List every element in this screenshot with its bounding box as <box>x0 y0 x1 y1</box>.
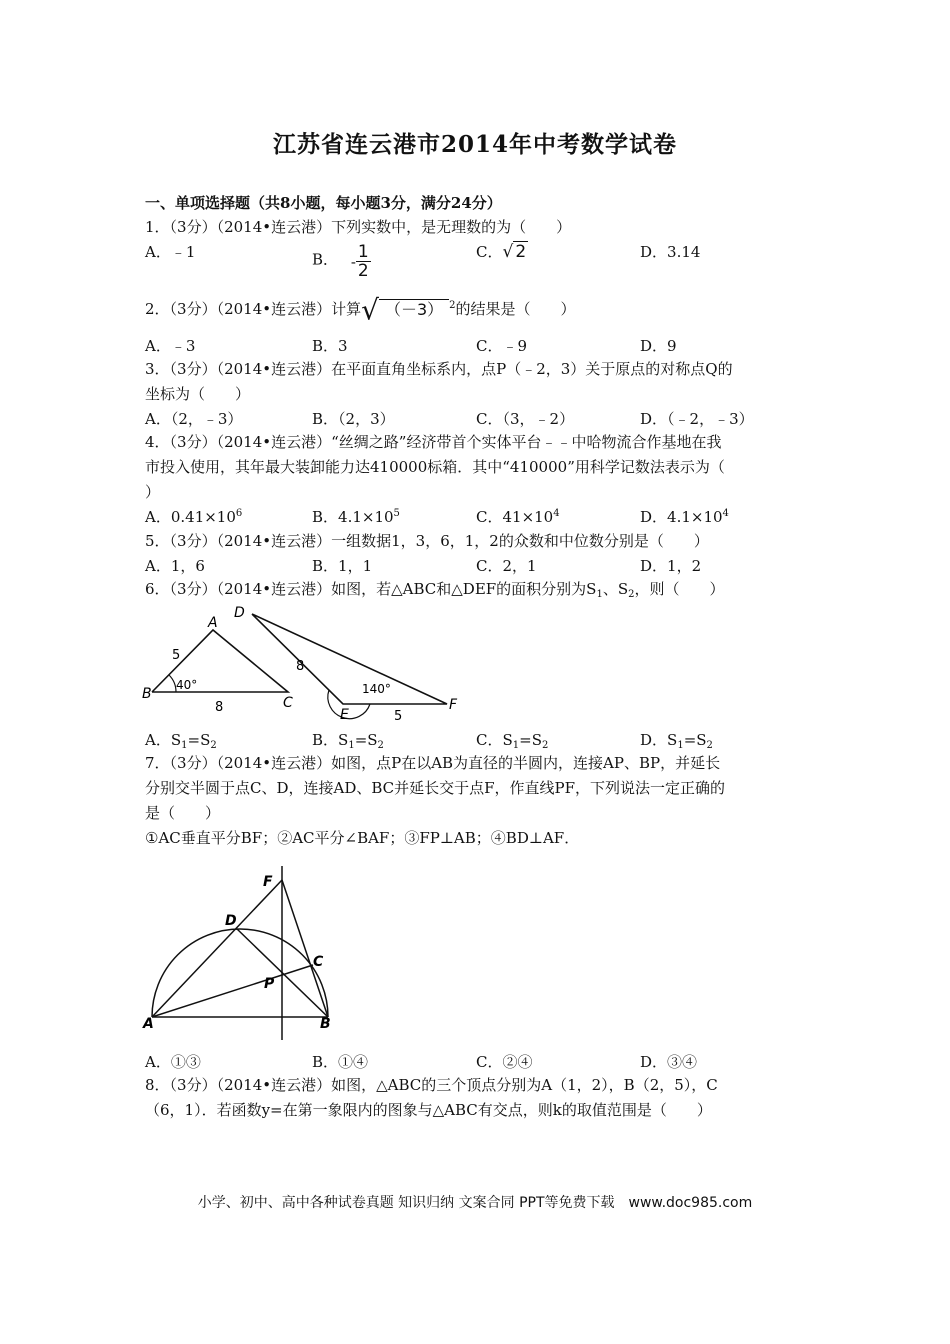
q5-option-d: D．1，2 <box>640 557 702 575</box>
q2-option-c: C．﹣9 <box>476 337 528 355</box>
q7-figure <box>140 862 350 1044</box>
q1-stem: 1．（3分）（2014•连云港）下列实数中，是无理数的为（ ） <box>145 218 572 236</box>
section-heading: 一、单项选择题（共8小题，每小题3分，满分24分） <box>145 194 502 212</box>
q8-line-2: （6，1）．若函数y=在第一象限内的图象与△ABC有交点，则k的取值范围是（ ） <box>145 1101 712 1119</box>
q6-option-a <box>145 729 217 751</box>
q1-option-d: D．3.14 <box>640 243 701 261</box>
label-c: C <box>313 954 324 970</box>
q4-option-b-base: B．4.1×10 <box>312 508 394 526</box>
label-f: F <box>449 697 458 713</box>
q6-option-a-lhs: S <box>170 731 182 749</box>
q3-line-2: 坐标为（ ） <box>145 385 251 403</box>
q4-option-d-exp: 4 <box>722 508 729 519</box>
q1-fraction-numerator: 1 <box>357 242 369 262</box>
q6-option-b-sub1: 1 <box>348 740 355 751</box>
q3-line-1: 3．（3分）（2014•连云港）在平面直角坐标系内，点P（﹣2，3）关于原点的对称点Q的 <box>145 360 733 378</box>
q2-option-d: D．9 <box>640 337 677 355</box>
label-f: F <box>263 874 273 890</box>
q6-option-d <box>640 729 713 751</box>
q4-option-c-exp: 4 <box>553 508 560 519</box>
line-bf <box>282 880 328 1017</box>
q7-line-1: 7．（3分）（2014•连云港）如图，点P在以AB为直径的半圆内，连接AP、BP，并延长 <box>145 754 721 772</box>
q5-option-b: B．1，1 <box>312 557 373 575</box>
angle-b-arc <box>169 675 176 692</box>
q6-option-c <box>476 729 548 751</box>
q7-option-b: B．①④ <box>312 1053 369 1071</box>
q2-exponent: 2 <box>449 300 456 311</box>
label-angle-e: 140° <box>362 682 391 696</box>
q2-stem-post: 的结果是（ ） <box>455 300 576 318</box>
label-a: A <box>208 615 218 631</box>
q1-option-b-fraction <box>356 243 371 280</box>
label-c: C <box>283 695 293 711</box>
q7-option-d: D．③④ <box>640 1053 698 1071</box>
q7-option-c: C．②④ <box>476 1053 533 1071</box>
q6-s2-sub: 2 <box>628 589 635 600</box>
label-b: B <box>320 1016 331 1032</box>
label-de-length: 8 <box>296 659 305 674</box>
q1-option-c-label: C． <box>476 243 503 261</box>
q6-option-a-sub1: 1 <box>181 740 188 751</box>
q6-stem-post: ，则（ ） <box>634 580 725 598</box>
label-e: E <box>340 707 349 723</box>
q7-line-4: ①AC垂直平分BF；②AC平分∠BAF；③FP⊥AB；④BD⊥AF． <box>145 829 580 847</box>
q6-option-b-label: B． <box>312 731 339 749</box>
q3-option-a: A．（2，﹣3） <box>145 410 243 428</box>
q4-option-c-base: C．41×10 <box>476 508 554 526</box>
page-footer: 小学、初中、高中各种试卷真题 知识归纳 文案合同 PPT等免费下载 www.doc985.com <box>197 1195 753 1211</box>
q1-option-c-radicand: 2 <box>515 242 527 262</box>
q3-option-b: B．（2，3） <box>312 410 395 428</box>
q6-figure <box>140 600 470 725</box>
q1-option-b <box>312 241 371 280</box>
q6-stem-pre: 6．（3分）（2014•连云港）如图，若△ABC和△DEF的面积分别为S <box>145 580 597 598</box>
q3-option-d: D．（﹣2，﹣3） <box>640 410 754 428</box>
q6-option-a-rel: =S <box>187 731 211 749</box>
q4-line-1: 4．（3分）（2014•连云港）“丝绸之路”经济带首个实体平台﹣﹣中哈物流合作基地在我 <box>145 433 722 451</box>
q7-line-2: 分别交半圆于点C、D，连接AD、BC并延长交于点F，作直线PF，下列说法一定正确的 <box>145 779 726 797</box>
q2-sqrt-expression: √ （－3） <box>361 299 449 322</box>
q6-option-c-lhs: S <box>502 731 513 749</box>
q5-option-a: A．1，6 <box>145 557 205 575</box>
q6-s1-sub: 1 <box>596 589 603 600</box>
label-ef-length: 5 <box>394 709 403 724</box>
q4-option-d-base: D．4.1×10 <box>640 508 723 526</box>
q6-stem <box>145 578 725 600</box>
q6-option-d-label: D． <box>640 731 668 749</box>
q6-option-b-sub2: 2 <box>377 740 384 751</box>
q4-option-a-base: A．0.41×10 <box>145 508 236 526</box>
q1-fraction-denominator: 2 <box>357 261 369 281</box>
q6-option-d-rel: =S <box>683 731 707 749</box>
q6-option-b-rel: =S <box>354 731 378 749</box>
q5-stem: 5．（3分）（2014•连云港）一组数据1，3，6，1，2的众数和中位数分别是（ ） <box>145 532 709 550</box>
q5-option-c: C．2，1 <box>476 557 537 575</box>
q6-option-a-sub2: 2 <box>210 740 217 751</box>
triangle-def <box>252 614 447 704</box>
q1-option-a: A．﹣1 <box>145 243 196 261</box>
q4-line-3: ） <box>145 483 161 501</box>
q6-option-c-rel: =S <box>519 731 542 749</box>
label-b: B <box>142 686 152 702</box>
label-bc-length: 8 <box>215 700 224 715</box>
q4-option-b <box>312 506 400 528</box>
q6-option-c-sub1: 1 <box>512 740 520 751</box>
label-ab-length: 5 <box>172 648 181 663</box>
q1-option-c-sqrt: √ 2 <box>502 242 527 262</box>
q6-option-c-label: C． <box>476 731 503 749</box>
q4-option-a-exp: 6 <box>235 508 243 519</box>
q2-stem-pre: 2．（3分）（2014•连云港）计算 <box>145 300 362 318</box>
q4-option-b-exp: 5 <box>393 508 400 519</box>
q4-line-2: 市投入使用，其年最大装卸能力达410000标箱．其中“410000”用科学记数法表示为（ <box>145 458 725 476</box>
q8-line-1: 8．（3分）（2014•连云港）如图，△ABC的三个顶点分别为A（1，2），B（2，5），C <box>145 1076 718 1094</box>
q6-option-d-sub1: 1 <box>677 740 684 751</box>
q4-option-d <box>640 506 729 528</box>
q3-option-c: C．（3，﹣2） <box>476 410 575 428</box>
q6-option-b <box>312 729 384 751</box>
label-d: D <box>225 913 237 929</box>
q6-stem-mid: 、S <box>602 580 629 598</box>
q6-option-d-sub2: 2 <box>706 740 713 751</box>
q6-option-a-label: A． <box>145 731 171 749</box>
q1-option-b-sign: - <box>350 253 356 271</box>
label-angle-b: 40° <box>176 678 198 692</box>
q2-option-a: A．﹣3 <box>145 337 196 355</box>
q1-option-c <box>476 241 528 263</box>
q4-option-a <box>145 506 242 528</box>
q6-option-d-lhs: S <box>667 731 678 749</box>
q7-line-3: 是（ ） <box>145 804 221 822</box>
q6-option-c-sub2: 2 <box>542 740 549 751</box>
q1-option-b-label: B． <box>312 250 339 269</box>
label-d: D <box>234 605 245 621</box>
label-p: P <box>264 976 275 992</box>
q6-option-b-lhs: S <box>338 731 349 749</box>
q2-option-b: B．3 <box>312 337 348 355</box>
page-title: 江苏省连云港市2014年中考数学试卷 <box>272 131 677 158</box>
semicircle <box>152 929 328 1017</box>
q2-radicand: （－3） <box>379 299 449 319</box>
label-a: A <box>143 1016 154 1032</box>
q2-stem <box>145 293 576 327</box>
q7-option-a: A．①③ <box>145 1053 201 1071</box>
q4-option-c <box>476 506 560 528</box>
